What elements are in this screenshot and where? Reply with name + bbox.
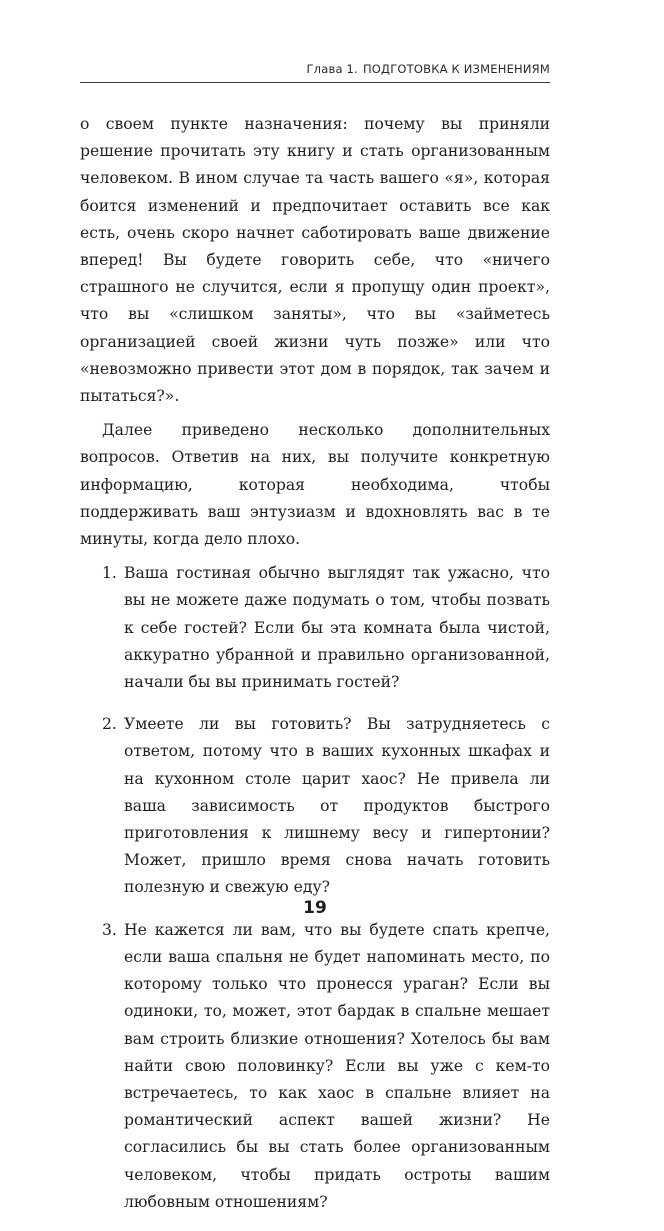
page-body: [80, 111, 550, 1231]
list-item: [80, 711, 550, 901]
question-list: [80, 560, 550, 1216]
list-item: [80, 560, 550, 696]
paragraph-continued: о своем пункте назначения: почему вы приняли решение прочитать эту книгу и стать организованным человеком. В ином случае та часть вашего «я», которая боится изменений и предпочитает оставить все как есть, очень скоро начнет саботировать ваше движение вперед! Вы будете говорить себе, что «ничего страшного не случится, если я пропущу один проект», что вы «слишком заняты», что вы «займетесь организацией своей жизни чуть позже» или что «невозможно привести этот дом в порядок, так зачем и пытаться?».: [80, 115, 550, 406]
list-item: [80, 917, 550, 1216]
list-item-number: 3.: [102, 920, 117, 939]
chapter-title: ПОДГОТОВКА К ИЗМЕНЕНИЯМ: [362, 62, 550, 76]
list-item-number: 1.: [102, 564, 117, 583]
page-number: 19: [303, 898, 327, 918]
header-rule: [80, 82, 550, 83]
chapter-label: Глава 1.: [306, 62, 358, 76]
list-item-text: Не кажется ли вам, что вы будете спать крепче, если ваша спальня не будет напоминать место, по которому только что пронесся ураган? Если вы одиноки, то, может, этот бардак в спальне мешает вам строить близкие отношения? Хотелось бы вам найти свою половинку? Если вы уже с кем-то встречаетесь, то как хаос в спальне влияет на романтический аспект вашей жизни? Не согласились бы вы стать более организованным человеком, чтобы придать остроты вашим любовным отношениям?: [124, 920, 550, 1211]
list-item-text: Умеете ли вы готовить? Вы затрудняетесь с ответом, потому что в ваших кухонных шкафах и на кухонном столе царит хаос? Не привела ли ваша зависимость от продуктов быстрого приготовления к лишнему весу и гипертонии? Может, пришло время снова начать готовить полезную и свежую еду?: [124, 715, 550, 897]
list-item-text: Ваша гостиная обычно выглядят так ужасно, что вы не можете даже подумать о том, чтобы позвать к себе гостей? Если бы эта комната была чистой, аккуратно убранной и правильно организованной, начали бы вы принимать гостей?: [124, 564, 550, 692]
paragraph-intro-questions: Далее приведено несколько дополнительных вопросов. Ответив на них, вы получите конкретную информацию, которая необходима, чтобы поддерживать ваш энтузиазм и вдохновлять вас в те минуты, когда дело плохо.: [80, 421, 550, 549]
list-item-number: 2.: [102, 715, 117, 734]
running-head: [80, 62, 550, 76]
